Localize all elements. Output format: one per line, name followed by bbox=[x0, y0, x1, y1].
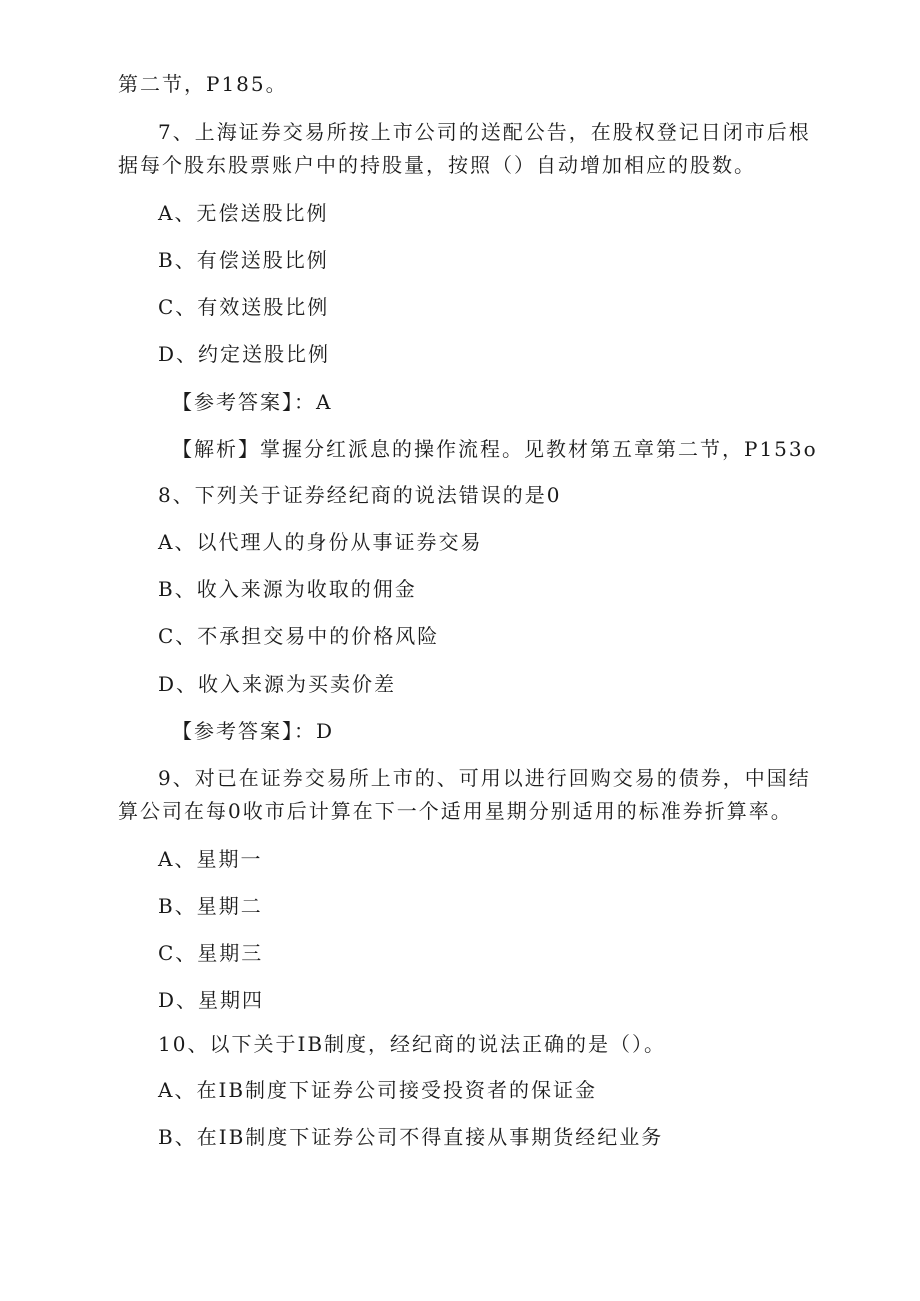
question-9-option-c: C、星期三 bbox=[158, 941, 264, 965]
question-8-option-c: C、不承担交易中的价格风险 bbox=[158, 624, 440, 648]
question-9-option-a: A、星期一 bbox=[158, 847, 263, 871]
question-8-option-a: A、以代理人的身份从事证券交易 bbox=[158, 530, 483, 554]
question-10: 10、以下关于IB制度，经纪商的说法正确的是（）。 bbox=[158, 1032, 667, 1056]
question-7-explanation: 【解析】掌握分红派息的操作流程。见教材第五章第二节，P153o bbox=[172, 437, 818, 461]
question-7-line-2: 据每个股东股票账户中的持股量，按照（）自动增加相应的股数。 bbox=[118, 153, 756, 177]
question-8: 8、下列关于证券经纪商的说法错误的是0 bbox=[158, 483, 562, 507]
question-8-option-d: D、收入来源为买卖价差 bbox=[158, 672, 397, 696]
question-10-option-b: B、在IB制度下证券公司不得直接从事期货经纪业务 bbox=[158, 1125, 664, 1149]
question-10-option-a: A、在IB制度下证券公司接受投资者的保证金 bbox=[158, 1078, 598, 1102]
question-9-option-b: B、星期二 bbox=[158, 894, 263, 918]
question-7-answer: 【参考答案】：A bbox=[172, 390, 333, 414]
text-line-chapter-ref: 第二节，P185。 bbox=[118, 72, 288, 96]
question-9-line-2: 算公司在每0收市后计算在下一个适用星期分别适用的标准券折算率。 bbox=[118, 799, 793, 823]
question-8-option-b: B、收入来源为收取的佣金 bbox=[158, 577, 417, 601]
question-7-option-a: A、无偿送股比例 bbox=[158, 201, 329, 225]
question-7-option-d: D、约定送股比例 bbox=[158, 342, 331, 366]
question-7-option-c: C、有效送股比例 bbox=[158, 295, 330, 319]
question-9-option-d: D、星期四 bbox=[158, 988, 265, 1012]
question-7-option-b: B、有偿送股比例 bbox=[158, 248, 329, 272]
question-8-answer: 【参考答案】：D bbox=[172, 719, 335, 743]
question-9-line-1: 9、对已在证券交易所上市的、可用以进行回购交易的债券，中国结 bbox=[158, 766, 811, 790]
question-7-line-1: 7、上海证券交易所按上市公司的送配公告，在股权登记日闭市后根 bbox=[158, 120, 811, 144]
